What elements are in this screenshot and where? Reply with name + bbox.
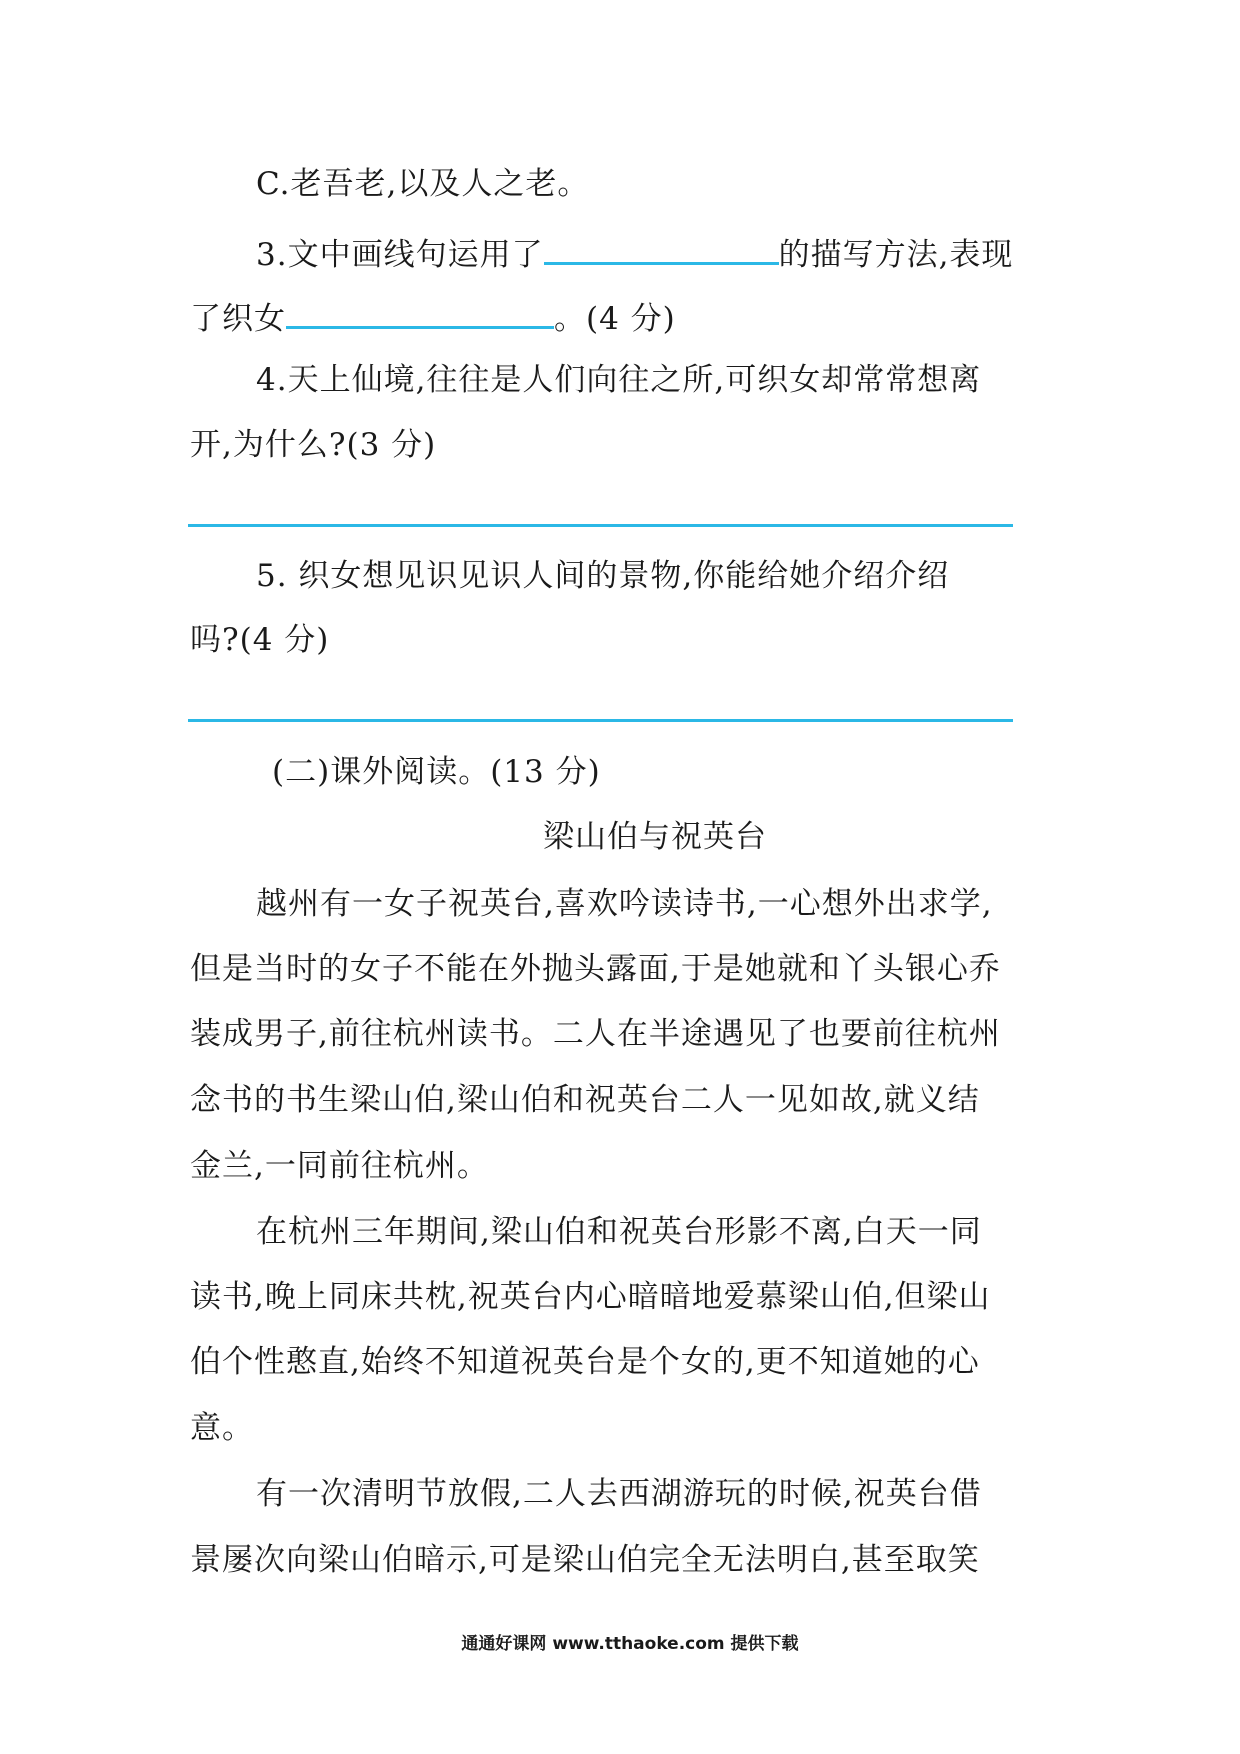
passage-line: 景屡次向梁山伯暗示,可是梁山伯完全无法明白,甚至取笑 xyxy=(190,1542,980,1578)
section-heading: (二)课外阅读。(13 分) xyxy=(272,754,601,790)
question-3-line-1 xyxy=(256,230,1013,275)
q3-text-b: 的描写方法,表现 xyxy=(778,237,1014,273)
passage-line: 念书的书生梁山伯,梁山伯和祝英台二人一见如故,就义结 xyxy=(190,1082,980,1118)
question-option-c: C.老吾老,以及人之老。 xyxy=(256,166,590,202)
passage-line: 意。 xyxy=(190,1410,254,1446)
passage-title: 梁山伯与祝英台 xyxy=(543,819,767,855)
question-5-answer-line[interactable] xyxy=(188,719,1013,722)
passage-line: 越州有一女子祝英台,喜欢吟读诗书,一心想外出求学, xyxy=(256,886,993,922)
passage-line: 但是当时的女子不能在外抛头露面,于是她就和丫头银心乔 xyxy=(190,951,1001,987)
footer-watermark: 通通好课网 www.tthaoke.com 提供下载 xyxy=(461,1634,799,1654)
question-5-line-1: 5. 织女想见识见识人间的景物,你能给她介绍介绍 xyxy=(256,558,950,594)
passage-line: 有一次清明节放假,二人去西湖游玩的时候,祝英台借 xyxy=(256,1476,982,1512)
q3-text-d: 。(4 分) xyxy=(554,301,676,337)
q3-blank-2[interactable] xyxy=(286,294,554,329)
passage-line: 读书,晚上同床共枕,祝英台内心暗暗地爱慕梁山伯,但梁山 xyxy=(190,1279,991,1315)
q3-text-c: 了织女 xyxy=(190,301,286,337)
question-4-line-2: 开,为什么?(3 分) xyxy=(190,427,437,463)
question-5-line-2: 吗?(4 分) xyxy=(190,622,330,658)
passage-line: 伯个性憨直,始终不知道祝英台是个女的,更不知道她的心 xyxy=(190,1344,980,1380)
q3-text-a: 3.文中画线句运用了 xyxy=(256,237,544,273)
question-4-answer-line[interactable] xyxy=(188,524,1013,527)
passage-line: 在杭州三年期间,梁山伯和祝英台形影不离,白天一同 xyxy=(256,1214,982,1250)
question-4-line-1: 4.天上仙境,往往是人们向往之所,可织女却常常想离 xyxy=(256,362,982,398)
question-3-line-2 xyxy=(190,294,676,339)
passage-line: 金兰,一同前往杭州。 xyxy=(190,1148,489,1184)
passage-line: 装成男子,前往杭州读书。二人在半途遇见了也要前往杭州 xyxy=(190,1016,1001,1052)
q3-blank-1[interactable] xyxy=(544,230,779,265)
